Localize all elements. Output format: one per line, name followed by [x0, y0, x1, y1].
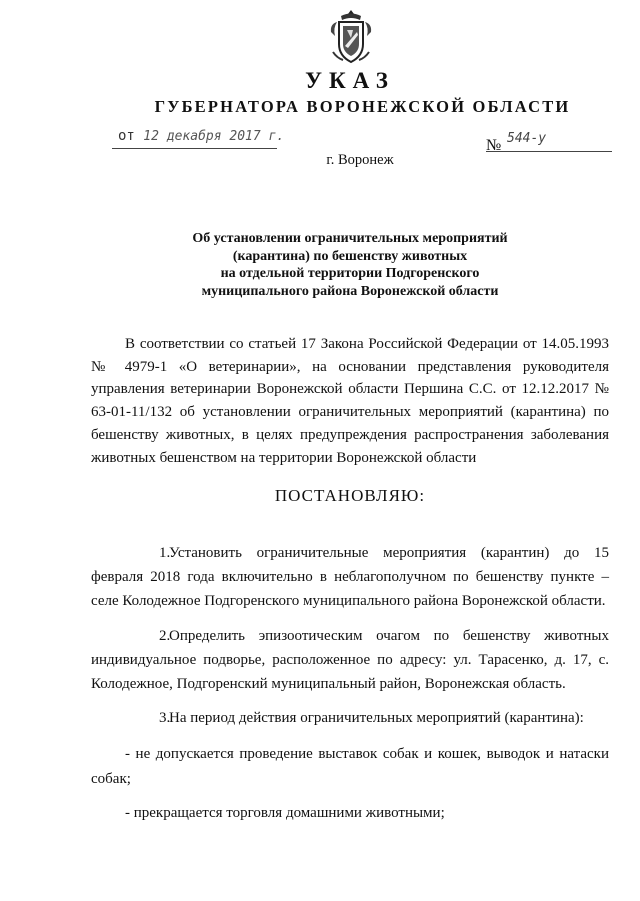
- item-text: Определить эпизоотическим очагом по бешенству животных индивидуальное подворье, расположенное по адресу: ул. Тарасенко, д. 17, с. Колодежное, Подгоренский муниципальный район, Воронежская область.: [91, 627, 609, 693]
- coat-of-arms-emblem: [327, 8, 375, 66]
- decree-items: [91, 541, 609, 825]
- item-number: 3.: [159, 710, 171, 727]
- document-type-title: УКАЗ: [305, 68, 395, 93]
- decree-item: [91, 624, 609, 697]
- decree-item: [91, 541, 609, 614]
- item-text: Установить ограничительные мероприятия (карантин) до 15 февраля 2018 года включительно в неблагополучном по бешенству пункте – селе Колодежное Подгоренского муниципального района Воронежской области.: [91, 545, 609, 610]
- issue-city: г. Воронеж: [326, 152, 394, 168]
- preamble-block: [91, 333, 609, 469]
- number-sign: №: [486, 137, 502, 154]
- restriction-bullet: - не допускается проведение выставок собак и кошек, выводок и натаски собак;: [91, 746, 609, 787]
- subject-line: на отдельной территории Подгоренского: [220, 266, 480, 281]
- item-number: 1.: [159, 545, 171, 561]
- decree-word: ПОСТАНОВЛЯЮ:: [274, 486, 426, 505]
- document-date: [118, 128, 284, 144]
- preamble-paragraph: В соответствии со статьей 17 Закона Российской Федерации от 14.05.1993 № 4979-1 «О ветеринарии», на основании представления руководителя управления ветеринарии Воронежской области Першина С.С. от 12.12.2017 № 63-01-11/132 об установлении ограничительных мероприятий (карантина) по бешенству животных, в целях предупреждения распространения заболевания животных бешенством на территории Воронежской области: [91, 336, 609, 466]
- subject-line: (карантина) по бешенству животных: [232, 248, 468, 264]
- date-value: 12 декабря 2017 г.: [143, 129, 285, 144]
- date-underline: [112, 148, 277, 149]
- decree-item: [91, 706, 609, 730]
- item-text: На период действия ограничительных мероприятий (карантина):: [169, 710, 584, 727]
- restriction-bullet: - прекращается торговля домашними животными;: [125, 804, 445, 821]
- item-number: 2.: [159, 627, 171, 644]
- date-prefix: от: [118, 128, 135, 144]
- issuing-authority: ГУБЕРНАТОРА ВОРОНЕЖСКОЙ ОБЛАСТИ: [154, 97, 571, 116]
- subject-line: Об установлении ограничительных мероприятий: [192, 231, 508, 246]
- document-number: 544-у: [507, 131, 547, 146]
- subject-line: муниципального района Воронежской области: [201, 283, 499, 299]
- document-subject: [150, 230, 550, 300]
